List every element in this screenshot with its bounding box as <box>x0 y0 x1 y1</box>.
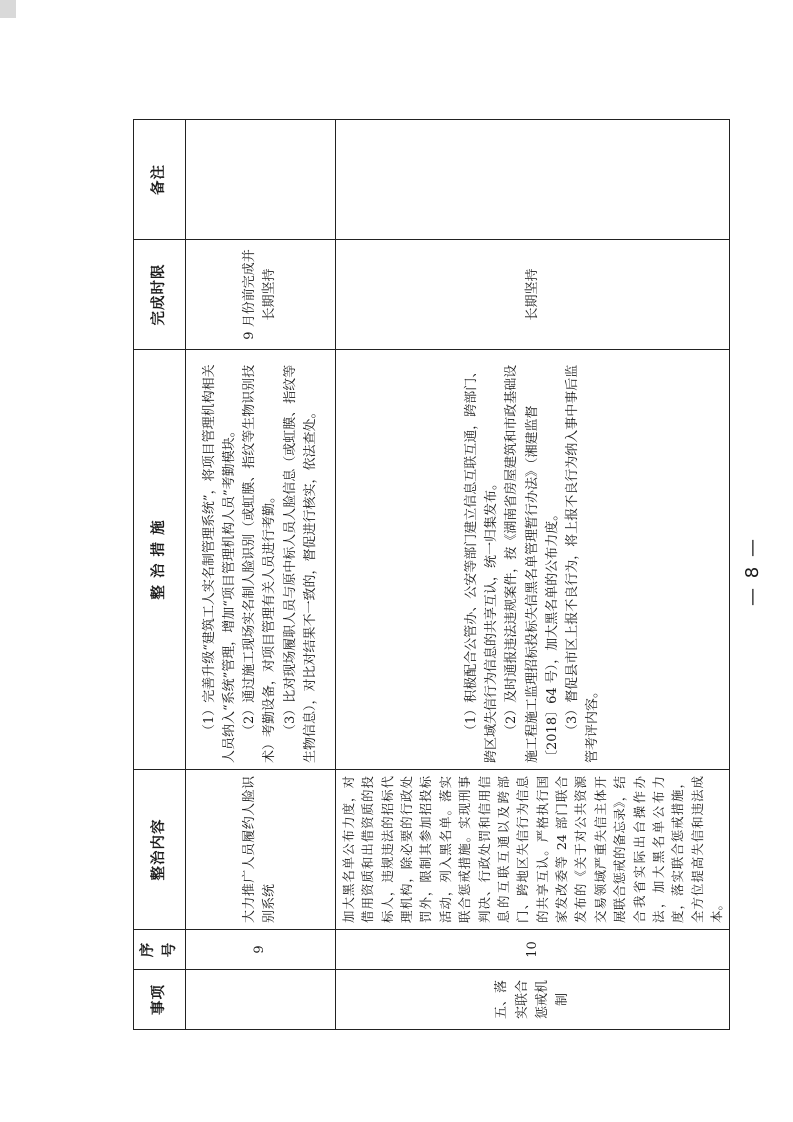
row-9-content: 大力推广人员履约人脸识别系统 <box>185 770 335 930</box>
header-measures: 整 治 措 施 <box>134 350 186 770</box>
row-9-remark <box>185 120 335 240</box>
measure-10-2: （2）及时通报违法违规案件，按《湖南省房屋建筑和市政基础设施工程施工监理招标投标失信黑名单管理暂行办法》（湘建监督〔2018〕64 号），加大黑名单的公布力度。 <box>504 364 560 763</box>
row-9-item <box>185 970 335 1030</box>
measure-9-1: （1）完善升级“建筑工人实名制管理系统”，将项目管理机构相关人员纳入“系统”管理，增加“项目管理机构人员”考勤模块。 <box>202 364 238 763</box>
page-number: — 8 — <box>741 537 763 606</box>
row-10-no: 10 <box>335 930 730 970</box>
row-10-deadline: 长期坚持 <box>335 240 730 350</box>
rotated-table-page <box>133 120 725 1030</box>
row-9-measures <box>185 350 335 770</box>
row-10-remark <box>335 120 730 240</box>
table-header-row <box>134 120 186 1030</box>
table-row <box>335 120 730 1030</box>
row-10-measures <box>335 350 730 770</box>
row-10-item: 五、落实联合惩戒机制 <box>335 970 730 1030</box>
header-deadline: 完成时限 <box>134 240 186 350</box>
measure-10-1: （1）积极配合公管办、公安等部门建立信息互联互通，跨部门、跨区域失信行为信息的共享互认，统一归集发布。 <box>464 364 500 763</box>
row-10-content: 加大黑名单公布力度，对借用资质和出借资质的投标人，违规违法的招标代理机构，除必要的行政处罚外，限制其参加招投标活动，列入黑名单。落实联合惩戒措施。实现刑事判决、行政处罚和信用信息的互联互通以及跨部门、跨地区失信行为信息的共享互认。严格执行国家发改委等 24 部门联合发布的《关于对公共资源交易领域严重失信主体开展联合惩戒的备忘录》，结合我省实际出台操作办法，加大黑名单公布力度，落实联合惩戒措施，全方位提高失信和违法成本。 <box>335 770 730 930</box>
rectification-table <box>133 119 730 1030</box>
scan-corner-mark <box>0 0 16 18</box>
measure-10-3: （3）督促县市区上报不良行为，将上报不良行为纳入事中事后监管考评内容。 <box>564 364 601 763</box>
measure-9-3: （3）比对现场履职人员与原中标人员人脸信息（或虹膜、指纹等生物信息），对比对结果不一致的，督促进行核实，依法查处。 <box>282 364 318 763</box>
header-no: 序号 <box>134 930 186 970</box>
measure-9-2: （2）通过施工现场实名制人脸识别（或虹膜、指纹等生物识别技术）考勤设备，对项目管理有关人员进行考勤。 <box>242 364 278 763</box>
header-content: 整治内容 <box>134 770 186 930</box>
header-item: 事项 <box>134 970 186 1030</box>
row-9-deadline: 9 月份前完成并长期坚持 <box>185 240 335 350</box>
table-row <box>185 120 335 1030</box>
row-9-no: 9 <box>185 930 335 970</box>
header-remark: 备注 <box>134 120 186 240</box>
